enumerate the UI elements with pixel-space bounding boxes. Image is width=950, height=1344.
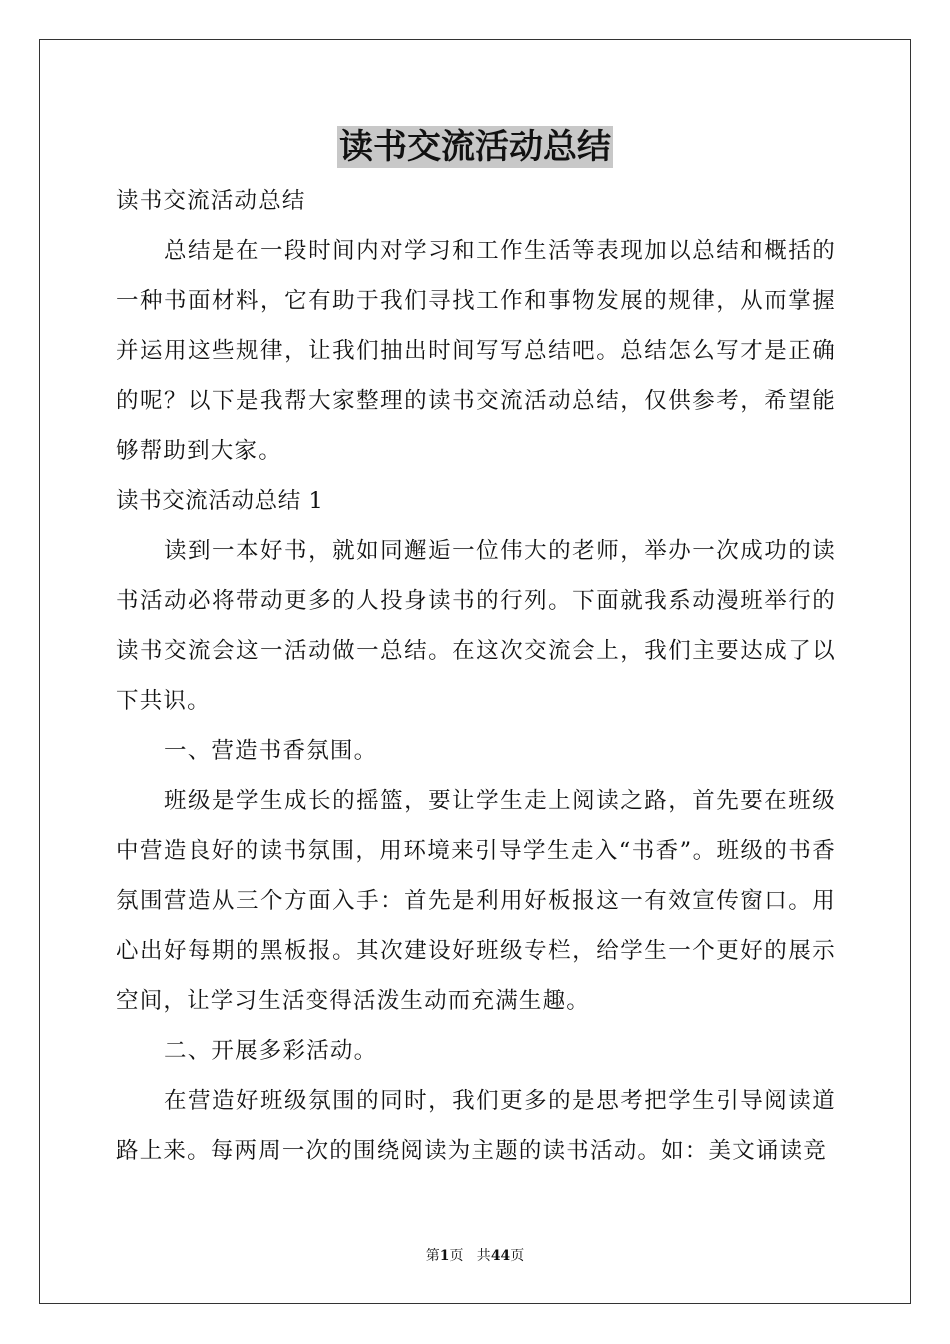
- title-container: [0, 126, 950, 168]
- document-title: 读书交流活动总结: [339, 127, 611, 167]
- page-prefix: 第: [425, 1248, 440, 1264]
- intro-paragraph: 总结是在一段时间内对学习和工作生活等表现加以总结和概括的一种书面材料，它有助于我们寻找工作和事物发展的规律，从而掌握并运用这些规律，让我们抽出时间写写总结吧。总结怎么写才是正确的呢？以下是我帮大家整理的读书交流活动总结，仅供参考，希望能够帮助到大家。: [116, 238, 836, 464]
- section-paragraph: 读到一本好书，就如同邂逅一位伟大的老师，举办一次成功的读书活动必将带动更多的人投身读书的行列。下面就我系动漫班举行的读书交流会这一活动做一总结。在这次交流会上，我们主要达成了以下共识。: [116, 538, 836, 714]
- total-pages-number: 44: [490, 1248, 511, 1264]
- subheading-one: 一、营造书香氛围。: [164, 738, 378, 764]
- document-body: [116, 176, 836, 1176]
- current-page-number: 1: [439, 1248, 450, 1264]
- subheading-two: 二、开展多彩活动。: [164, 1038, 378, 1064]
- page-footer: [0, 1246, 950, 1266]
- page-mid: 页 共: [449, 1248, 491, 1264]
- section-paragraph: 在营造好班级氛围的同时，我们更多的是思考把学生引导阅读道路上来。每两周一次的围绕阅读为主题的读书活动。如：美文诵读竞: [116, 1088, 836, 1164]
- page-suffix: 页: [510, 1248, 525, 1264]
- section-paragraph: 班级是学生成长的摇篮，要让学生走上阅读之路，首先要在班级中营造良好的读书氛围，用环境来引导学生走入“书香”。班级的书香氛围营造从三个方面入手：首先是利用好板报这一有效宣传窗口。用心出好每期的黑板报。其次建设好班级专栏，给学生一个更好的展示空间，让学习生活变得活泼生动而充满生趣。: [116, 788, 836, 1014]
- section-heading: 读书交流活动总结 1: [116, 488, 324, 514]
- document-subtitle: 读书交流活动总结: [116, 188, 306, 214]
